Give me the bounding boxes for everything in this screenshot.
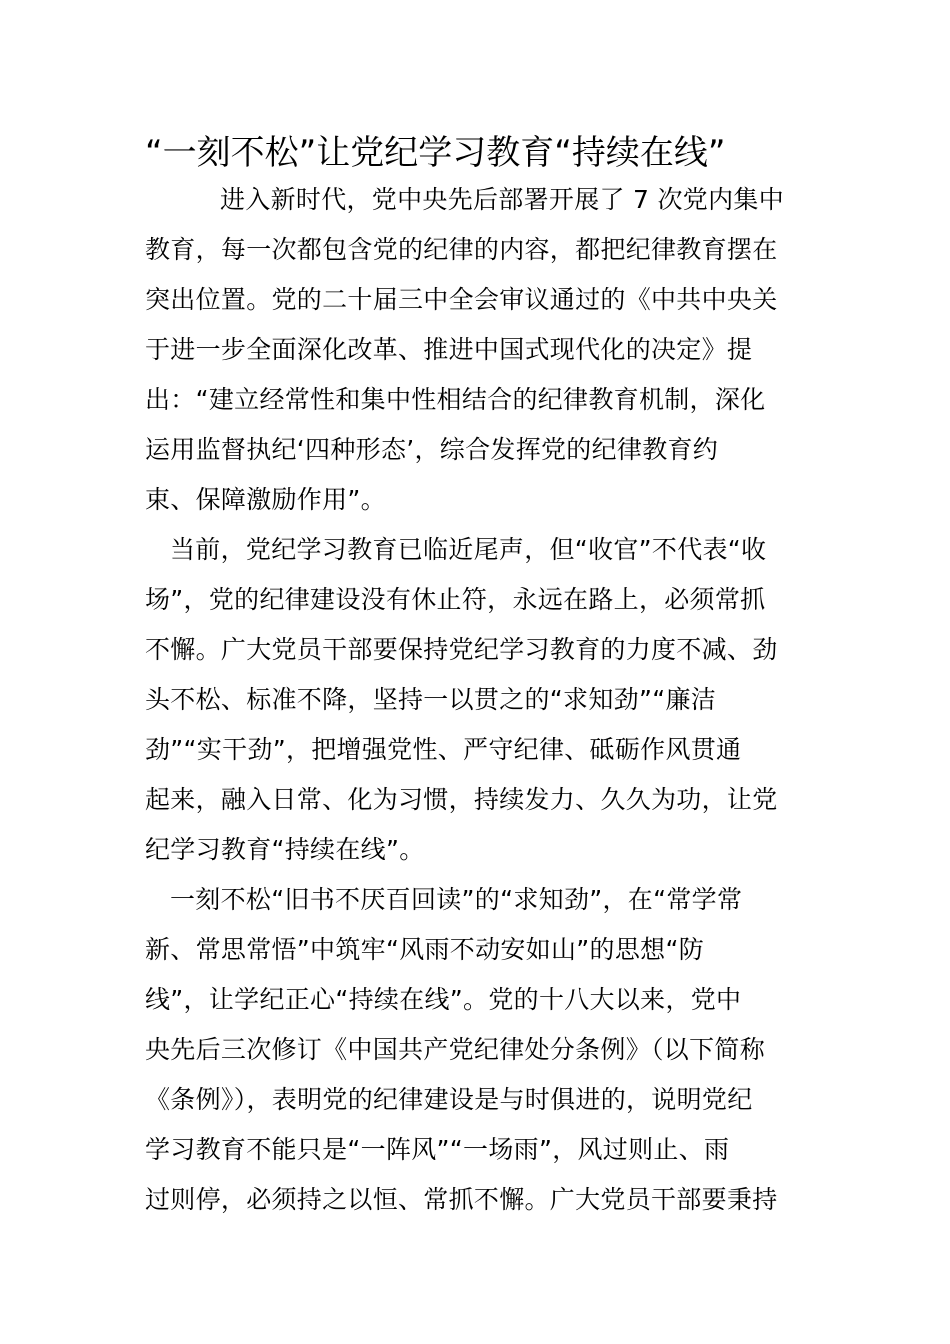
paragraph-3-line-1: 一刻不松“旧书不厌百回读”的“求知劲”，在“常学常: [170, 885, 743, 914]
paragraph-2-line-1: 当前，党纪学习教育已临近尾声，但“收官”不代表“收: [170, 535, 767, 564]
paragraph-1-line-2: 教育，每一次都包含党的纪律的内容，都把纪律教育摆在: [145, 235, 778, 264]
paragraph-3-line-4: 央先后三次修订《中国共产党纪律处分条例》（以下简称: [145, 1035, 766, 1064]
paragraph-2-line-6: 起来，融入日常、化为习惯，持续发力、久久为功，让党: [145, 785, 778, 814]
paragraph-3-line-6: 学习教育不能只是“一阵风”“一场雨”，风过则止、雨: [145, 1135, 730, 1164]
paragraph-1-line-4: 于进一步全面深化改革、推进中国式现代化的决定》提: [145, 335, 753, 364]
paragraph-2-line-7: 纪学习教育“持续在线”。: [145, 835, 425, 864]
paragraph-3-line-3: 线”，让学纪正心“持续在线”。党的十八大以来，党中: [145, 985, 742, 1014]
paragraph-1-line-5: 出：“建立经常性和集中性相结合的纪律教育机制，深化: [145, 385, 766, 414]
paragraph-1-line-1: 进入新时代，党中央先后部署开展了 7 次党内集中: [220, 185, 785, 214]
paragraph-2-line-4: 头不松、标准不降，坚持一以贯之的“求知劲”“廉洁: [145, 685, 717, 714]
paragraph-3-line-5: 《条例》），表明党的纪律建设是与时俱进的，说明党纪: [145, 1085, 753, 1114]
document-title: “一刻不松”让党纪学习教育“持续在线”: [145, 133, 726, 173]
paragraph-3-line-7: 过则停，必须持之以恒、常抓不懈。广大党员干部要秉持: [145, 1185, 778, 1214]
paragraph-1-line-7: 束、保障激励作用”。: [145, 485, 386, 514]
paragraph-2-line-5: 劲”“实干劲”，把增强党性、严守纪律、砥砺作风贯通: [145, 735, 742, 764]
paragraph-2-line-2: 场”，党的纪律建设没有休止符，永远在路上，必须常抓: [145, 585, 766, 614]
paragraph-1-line-3: 突出位置。党的二十届三中全会审议通过的《中共中央关: [145, 285, 778, 314]
paragraph-3-line-2: 新、常思常悟”中筑牢“风雨不动安如山”的思想“防: [145, 935, 705, 964]
paragraph-1-line-6: 运用监督执纪‘四种形态’，综合发挥党的纪律教育约: [145, 435, 719, 464]
paragraph-2-line-3: 不懈。广大党员干部要保持党纪学习教育的力度不减、劲: [145, 635, 778, 664]
